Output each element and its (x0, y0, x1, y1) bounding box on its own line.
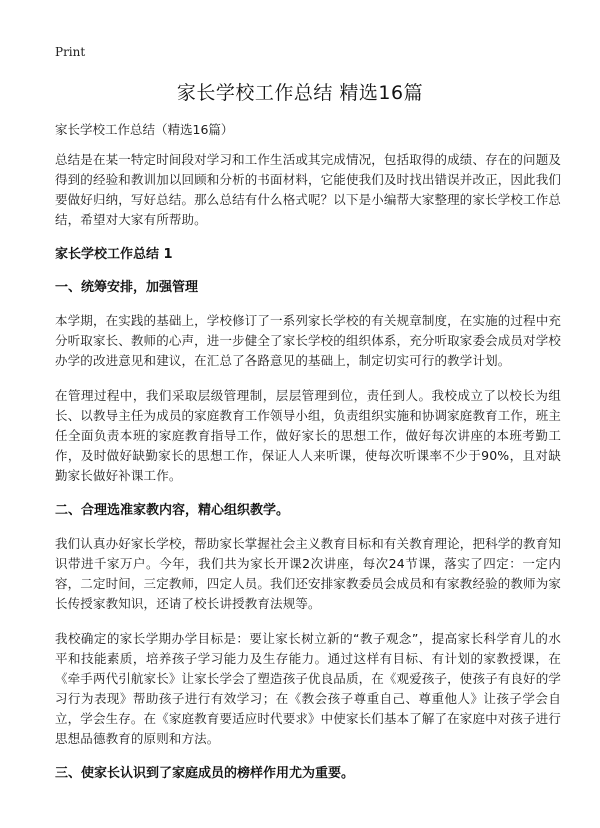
block-1-paragraph-1: 本学期，在实践的基础上，学校修订了一系列家长学校的有关规章制度，在实施的过程中充分听取家长、教师的心声，进一步健全了家长学校的组织体系，充分听取家委会成员对学校办学的改进意见和建议，在汇总了各路意见的基础上，制定切实可行的教学计划。 (55, 313, 562, 368)
block-1-paragraph-2: 在管理过程中，我们采取层级管理制，层层管理到位，责任到人。我校成立了以校长为组长、以教导主任为成员的家庭教育工作领导小组，负责组织实施和协调家庭教育工作，班主任全面负责本班的家庭教育指导工作，做好家长的思想工作，做好每次讲座的本班考勤工作，及时做好缺勤家长的思想工作，保证人人来听课，使每次听课率不少于90%，且对缺勤家长做好补课工作。 (55, 388, 562, 483)
section-title: 家长学校工作总结 1 (55, 247, 173, 262)
block-2-paragraph-1: 我们认真办好家长学校，帮助家长掌握社会主义教育目标和有关教育理论，把科学的教育知识带进千家万户。今年，我们共为家长开课2次讲座，每次24节课，落实了四定：一定内容，二定时间，三定教师，四定人员。我们还安排家教委员会成员和有家教经验的教师为家长传授家教知识，还请了校长讲授教育法规等。 (55, 536, 562, 611)
print-link[interactable]: Print (55, 45, 86, 59)
block-2-paragraph-2: 我校确定的家长学期办学目标是：要让家长树立新的“教子观念”，提高家长科学育儿的水平和技能素质，培养孩子学习能力及生存能力。通过这样有目标、有计划的家教授课，在《牵手两代引航家长》让家长学会了塑造孩子优良品质，在《观爱孩子，使孩子有良好的学习行为表现》帮助孩子进行有效学习；在《教会孩子尊重自己、尊重他人》让孩子学会自立，学会生存。在《家庭教育要适应时代要求》中使家长们基本了解了在家庭中对孩子进行思想品德教育的原则和方法。 (55, 631, 562, 746)
block-heading-1: 一、统筹安排，加强管理 (55, 280, 199, 295)
page-title: 家长学校工作总结 精选16篇 (176, 82, 424, 104)
intro-paragraph: 总结是在某一特定时间段对学习和工作生活或其完成情况，包括取得的成绩、存在的问题及得到的经验和教训加以回顾和分析的书面材料，它能使我们及时找出错误并改正，因此我们要做好归纳，写好总结。那么总结有什么格式呢？以下是小编帮大家整理的家长学校工作总结，希望对大家有所帮助。 (55, 152, 562, 227)
article-subtitle: 家长学校工作总结（精选16篇） (55, 122, 234, 137)
block-heading-2: 二、合理选准家教内容，精心组织教学。 (55, 503, 290, 518)
article-body (55, 120, 561, 797)
block-heading-3: 三、使家长认识到了家庭成员的榜样作用尤为重要。 (55, 766, 355, 781)
